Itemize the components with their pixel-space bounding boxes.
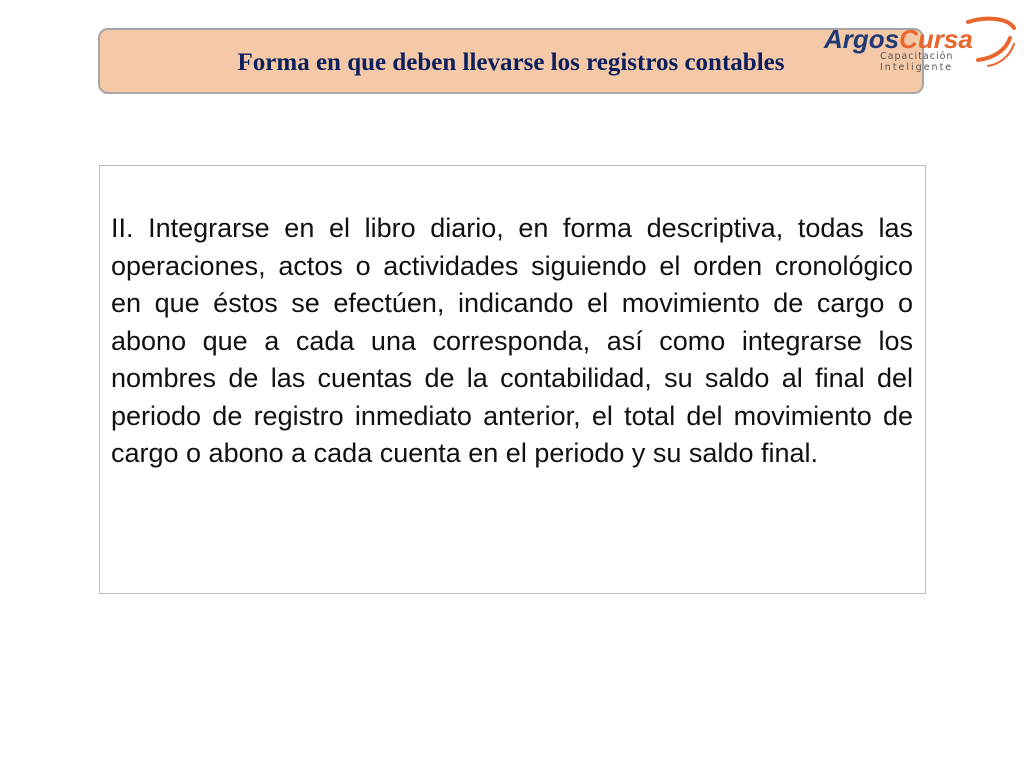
logo-brand-part2: Cursa bbox=[899, 24, 973, 54]
slide-title: Forma en que deben llevarse los registros contables bbox=[237, 49, 785, 76]
body-paragraph: II. Integrarse en el libro diario, en forma descriptiva, todas las operaciones, actos o actividades siguiendo el orden cronológico en que éstos se efectúen, indicando el movimiento de cargo o abono que a cada una corresponda, así como integrarse los nombres de las cuentas de la contabilidad, su saldo al final del periodo de registro inmediato anterior, el total del movimiento de cargo o abono a cada cuenta en el periodo y su saldo final. bbox=[111, 213, 913, 468]
content-box bbox=[99, 165, 926, 594]
logo-brand bbox=[823, 24, 973, 54]
logo-brand-part1: Argos bbox=[824, 24, 900, 54]
argoscursa-logo bbox=[818, 14, 1018, 76]
swoosh-icon bbox=[968, 19, 1014, 66]
logo-tagline-line1: Capacitación bbox=[880, 51, 954, 62]
title-banner bbox=[98, 28, 924, 94]
logo-tagline-line2: Inteligente bbox=[880, 62, 954, 73]
